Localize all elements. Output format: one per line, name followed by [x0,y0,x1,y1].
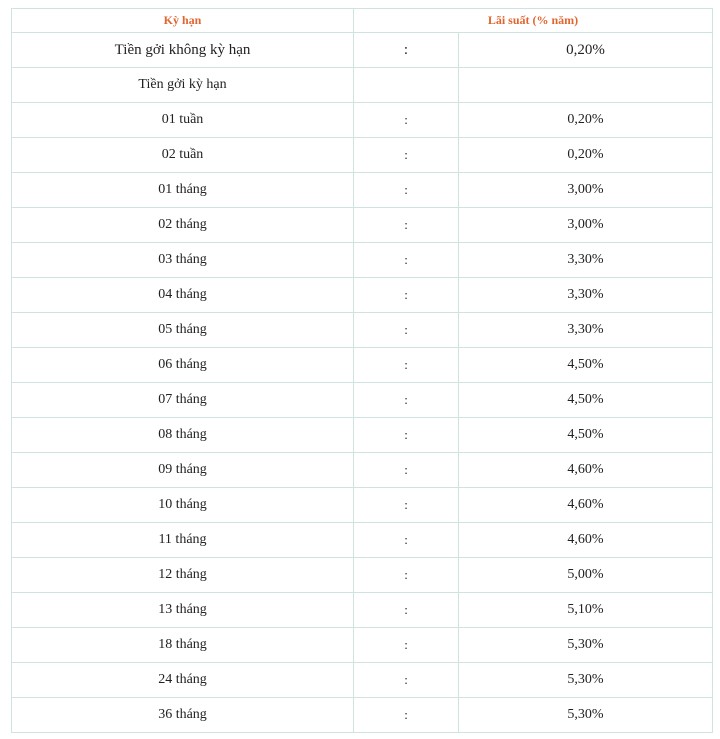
table-row [12,278,713,313]
separator-cell: : [354,523,459,558]
separator-cell: : [354,348,459,383]
separator-cell: : [354,383,459,418]
table-row [12,68,713,103]
rate-cell: 4,60% [459,453,713,488]
table-row [12,348,713,383]
rate-cell: 5,00% [459,558,713,593]
rate-cell: 4,50% [459,348,713,383]
table-row [12,383,713,418]
term-cell: 06 tháng [12,348,354,383]
separator-cell: : [354,278,459,313]
table-row [12,663,713,698]
term-cell: 05 tháng [12,313,354,348]
rate-cell: 5,10% [459,593,713,628]
table-row [12,418,713,453]
term-cell: 02 tháng [12,208,354,243]
term-cell: 11 tháng [12,523,354,558]
separator-cell: : [354,33,459,68]
table-row [12,313,713,348]
header-term: Kỳ hạn [12,9,354,33]
separator-cell: : [354,313,459,348]
rate-cell: 3,30% [459,313,713,348]
separator-cell: : [354,208,459,243]
table-row [12,173,713,208]
term-cell: 10 tháng [12,488,354,523]
separator-cell: : [354,138,459,173]
term-cell: 02 tuần [12,138,354,173]
term-cell: 13 tháng [12,593,354,628]
term-cell: Tiền gởi không kỳ hạn [12,33,354,68]
term-cell: 01 tháng [12,173,354,208]
interest-rate-table [11,8,713,733]
separator-cell: : [354,663,459,698]
table-row [12,488,713,523]
table-row [12,558,713,593]
rate-cell: 0,20% [459,33,713,68]
separator-cell: : [354,173,459,208]
separator-cell: : [354,593,459,628]
rate-cell: 0,20% [459,138,713,173]
term-cell: 18 tháng [12,628,354,663]
table-row [12,523,713,558]
separator-cell: : [354,453,459,488]
table-body [12,33,713,733]
term-cell: 01 tuần [12,103,354,138]
rate-cell: 5,30% [459,663,713,698]
rate-cell [459,68,713,103]
interest-rate-table-container [11,8,712,733]
rate-cell: 3,00% [459,173,713,208]
separator-cell [354,68,459,103]
separator-cell: : [354,698,459,733]
term-cell: 04 tháng [12,278,354,313]
separator-cell: : [354,628,459,663]
table-row [12,453,713,488]
rate-cell: 3,30% [459,243,713,278]
table-row [12,33,713,68]
term-cell: 36 tháng [12,698,354,733]
table-row [12,243,713,278]
term-cell: 24 tháng [12,663,354,698]
rate-cell: 5,30% [459,698,713,733]
separator-cell: : [354,243,459,278]
rate-cell: 4,60% [459,523,713,558]
table-row [12,138,713,173]
term-cell: 03 tháng [12,243,354,278]
table-row [12,698,713,733]
separator-cell: : [354,103,459,138]
table-row [12,593,713,628]
table-row [12,103,713,138]
table-header-row [12,9,713,33]
rate-cell: 4,50% [459,383,713,418]
rate-cell: 0,20% [459,103,713,138]
separator-cell: : [354,418,459,453]
table-row [12,208,713,243]
separator-cell: : [354,488,459,523]
separator-cell: : [354,558,459,593]
term-cell: 09 tháng [12,453,354,488]
rate-cell: 5,30% [459,628,713,663]
term-cell: 07 tháng [12,383,354,418]
rate-cell: 4,50% [459,418,713,453]
term-cell: 08 tháng [12,418,354,453]
rate-cell: 3,30% [459,278,713,313]
rate-cell: 4,60% [459,488,713,523]
header-rate: Lãi suất (% năm) [354,9,713,33]
table-row [12,628,713,663]
term-cell: Tiền gởi kỳ hạn [12,68,354,103]
rate-cell: 3,00% [459,208,713,243]
term-cell: 12 tháng [12,558,354,593]
